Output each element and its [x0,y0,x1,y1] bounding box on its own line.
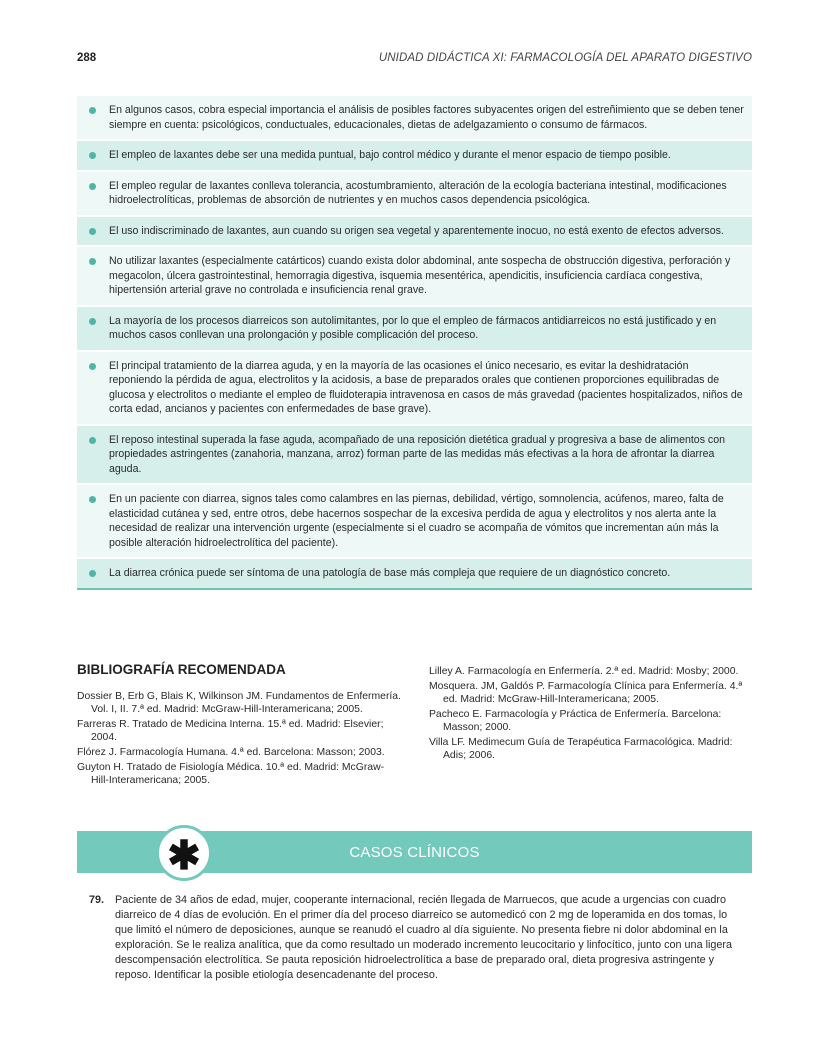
reference-item: Mosquera. JM, Galdós P. Farmacología Clínica para Enfermería. 4.ª ed. Madrid: McGraw-Hill-Interamericana; 2005. [429,681,743,705]
bibliography-column-right [429,665,753,764]
reference-item: Guyton H. Tratado de Fisiología Médica. 10.ª ed. Madrid: McGraw-Hill-Interamericana; 2005. [77,762,385,786]
bullet-text: En algunos casos, cobra especial importancia el análisis de posibles factores subyacentes origen del estreñimiento que se deben tener siempre en cuenta: psicológicos, conductuales, educacionales, dietas de adelgazamiento o consumo de fármacos. [109,104,744,131]
bullet-text: En un paciente con diarrea, signos tales como calambres en las piernas, debilidad, vértigo, somnolencia, acúfenos, mareo, falta de elasticidad cutánea y sed, entre otros, debe hacernos sospechar de la excesiva perdida de agua y electrolitos y nos alerta ante la necesidad de realizar una intervención urgente (especialmente si el cuadro se acompaña de vómitos que incrementan aún más la posible alteración hidroelectrolítica del paciente). [109,493,724,549]
bullet-item [77,247,752,307]
bullet-dot-icon [89,570,96,577]
bibliography-column-left [77,690,401,789]
bullet-item [77,352,752,426]
page-header [77,52,752,70]
bullet-text: El uso indiscriminado de laxantes, aun cuando su origen sea vegetal y aparentemente inocuo, no está exento de efectos adversos. [109,224,724,237]
bullet-item [77,96,752,141]
bullet-item [77,307,752,352]
case-number: 79. [89,894,105,906]
case-text: Paciente de 34 años de edad, mujer, cooperante internacional, recién llegada de Marruecos, que acude a urgencias con cuadro diarreico de 4 días de evolución. En el primer día del proceso diarreico se automedicó con 2 mg de loperamida en dos tomas, lo que limitó el número de deposiciones, aunque se reanudó el cuadro al día siguiente. No presenta fiebre ni dolor abdominal en la exploración. Se le realiza analítica, que da como resultado un moderado incremento leucocitario y linfocítico, junto con una ligera descompensación electrolítica. Se pauta reposición hidroelectrolítica a base de preparado oral, dieta progresiva astringente y reposo. Identificar la posible etiología desencadenante del proceso. [115,894,732,981]
page-number: 288 [77,52,97,64]
reference-item: Pacheco E. Farmacología y Práctica de Enfermería. Barcelona: Masson; 2000. [429,709,722,733]
bullet-dot-icon [89,107,96,114]
reference-item: Lilley A. Farmacología en Enfermería. 2.ª ed. Madrid: Mosby; 2000. [429,666,739,677]
bullet-dot-icon [89,363,96,370]
bullet-text: No utilizar laxantes (especialmente catárticos) cuando exista dolor abdominal, ante sospecha de obstrucción digestiva, perforación y megacolon, úlcera gastrointestinal, hemorragia digestiva, isquemia mesentérica, apendicitis, insuficiencia cardíaca congestiva, hipertensión arterial grave no controlada e insuficiencia renal grave. [109,255,731,296]
bullet-item [77,485,752,559]
asterisk-icon: ✱ [167,834,201,878]
bullet-item [77,559,752,588]
bullet-dot-icon [89,496,96,503]
bullet-dot-icon [89,258,96,265]
reference-item: Villa LF. Medimecum Guía de Terapéutica Farmacológica. Madrid: Adis; 2006. [429,737,733,761]
running-title: UNIDAD DIDÁCTICA XI: FARMACOLOGÍA DEL APARATO DIGESTIVO [378,52,752,64]
bullet-item [77,141,752,172]
clinical-case [89,893,744,983]
bullet-dot-icon [89,437,96,444]
bullet-text: El empleo regular de laxantes conlleva tolerancia, acostumbramiento, alteración de la ecología bacteriana intestinal, modificaciones hidroelectrolíticas, problemas de absorción de nutrientes y en muchos casos dependencia psicológica. [109,179,727,206]
reference-item: Dossier B, Erb G, Blais K, Wilkinson JM. Fundamentos de Enfermería. Vol. I, II. 7.ª ed. Madrid: McGraw-Hill-Interamericana; 2005. [77,691,401,715]
bullet-text: El principal tratamiento de la diarrea aguda, y en la mayoría de las ocasiones el único necesario, es evitar la deshidratación reponiendo la pérdida de agua, electrolitos y la acidosis, a base de preparados orales que contienen proporciones equilibradas de glucosa y electrolitos o mediante el empleo de fluidoterapia intravenosa en casos de más gravedad (pacientes hospitalizados, niños de corta edad, ancianos y pacientes con enfermedades de base grave). [109,359,743,415]
bullet-text: La diarrea crónica puede ser síntoma de una patología de base más compleja que requiere de un diagnóstico concreto. [109,567,671,579]
bullet-item [77,217,752,248]
bullet-text: La mayoría de los procesos diarreicos son autolimitantes, por lo que el empleo de fármacos antidiarreicos no está justificado y en muchos casos conllevan una prolongación y posible complicación del proceso. [109,314,717,341]
clinical-cases-badge [156,825,212,881]
bullet-dot-icon [89,318,96,325]
bibliography-section [77,662,752,786]
bullet-dot-icon [89,228,96,235]
bullet-dot-icon [89,183,96,190]
summary-bullet-list [77,96,752,590]
reference-item: Flórez J. Farmacología Humana. 4.ª ed. Barcelona: Masson; 2003. [77,747,385,758]
clinical-cases-title: CASOS CLÍNICOS [349,844,480,861]
reference-item: Farreras R. Tratado de Medicina Interna. 15.ª ed. Madrid: Elsevier; 2004. [77,719,384,743]
bullet-text: El reposo intestinal superada la fase aguda, acompañado de una reposición dietética gradual y progresiva a base de alimentos con propiedades astringentes (zanahoria, manzana, arroz) forman parte de las medidas más efectivas a la hora de afrontar la diarrea aguda. [109,433,726,475]
bullet-item [77,172,752,217]
bullet-item [77,426,752,486]
bullet-text: El empleo de laxantes debe ser una medida puntual, bajo control médico y durante el menor espacio de tiempo posible. [109,149,671,161]
bullet-dot-icon [89,152,96,159]
bibliography-title: BIBLIOGRAFÍA RECOMENDADA [77,662,286,677]
